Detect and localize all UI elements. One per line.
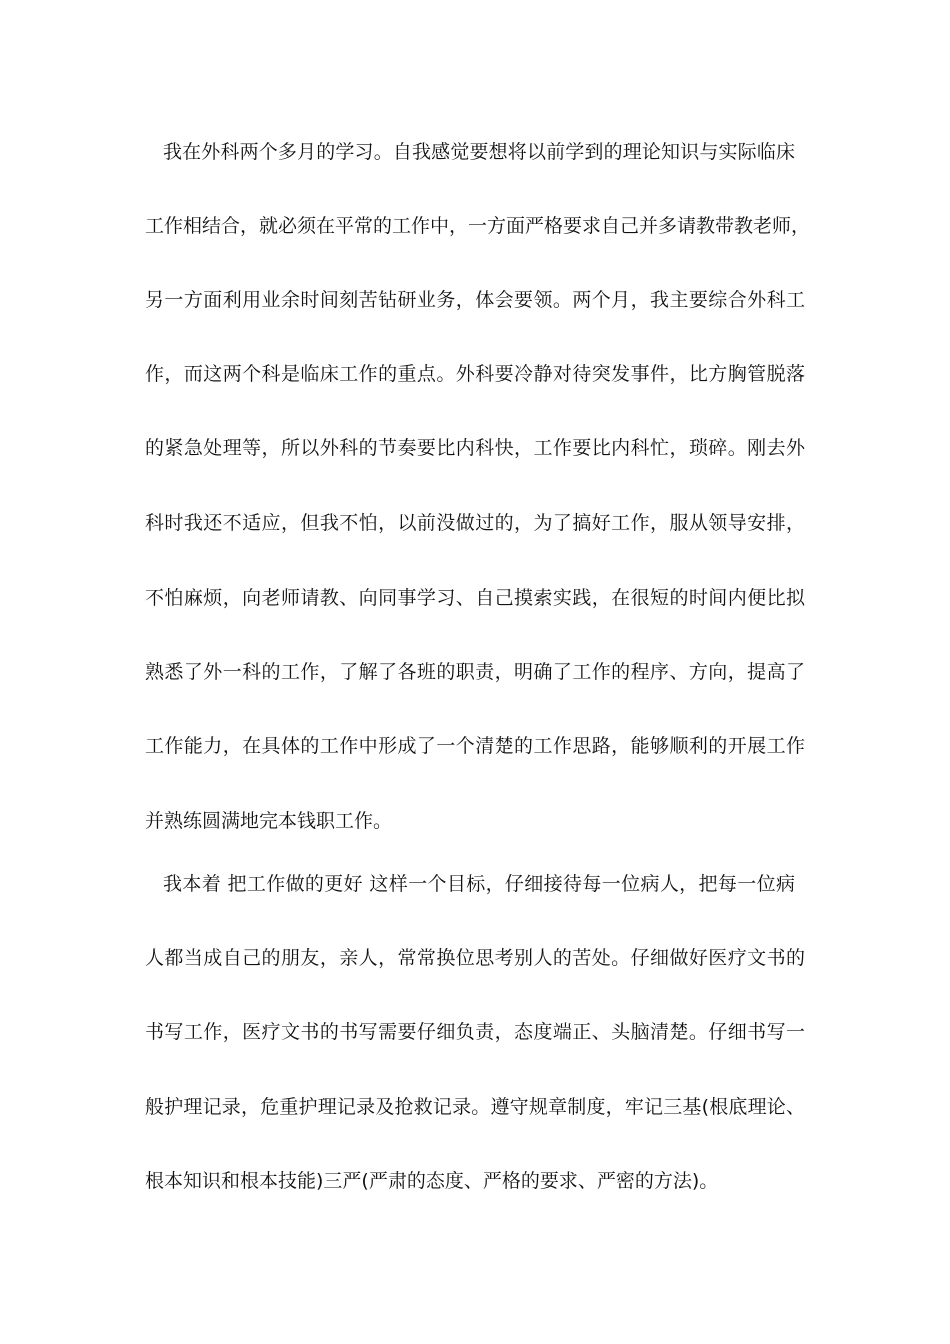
paragraph-1-line-5: 的紧急处理等，所以外科的节奏要比内科快，工作要比内科忙，琐碎。刚去外 [145, 437, 805, 459]
paragraph-1-line-2: 工作相结合，就必须在平常的工作中，一方面严格要求自己并多请教带教老师， [145, 215, 811, 237]
paragraph-1-line-3: 另一方面利用业余时间刻苦钻研业务，体会要领。两个月，我主要综合外科工 [145, 289, 805, 311]
paragraph-1-line-9: 工作能力，在具体的工作中形成了一个清楚的工作思路，能够顺利的开展工作 [145, 735, 805, 757]
paragraph-1-line-1: 我在外科两个多月的学习。自我感觉要想将以前学到的理论知识与实际临床 [163, 141, 795, 163]
paragraph-2-line-2: 人都当成自己的朋友，亲人，常常换位思考别人的苦处。仔细做好医疗文书的 [145, 947, 805, 969]
paragraph-1-line-4: 作，而这两个科是临床工作的重点。外科要冷静对待突发事件，比方胸管脱落 [145, 363, 805, 385]
paragraph-2-line-4: 般护理记录，危重护理记录及抢救记录。遵守规章制度，牢记三基(根底理论、 [145, 1096, 805, 1118]
paragraph-2-line-3: 书写工作，医疗文书的书写需要仔细负责，态度端正、头脑清楚。仔细书写一 [145, 1021, 805, 1043]
paragraph-1-line-10: 并熟练圆满地完本钱职工作。 [145, 810, 393, 832]
paragraph-1-line-8: 熟悉了外一科的工作，了解了各班的职责，明确了工作的程序、方向，提高了 [145, 661, 805, 683]
paragraph-2-line-5: 根本知识和根本技能)三严(严肃的态度、严格的要求、严密的方法)。 [145, 1170, 719, 1192]
paragraph-2-line-1: 我本着 把工作做的更好 这样一个目标，仔细接待每一位病人，把每一位病 [163, 873, 795, 895]
paragraph-1-line-6: 科时我还不适应，但我不怕，以前没做过的，为了搞好工作，服从领导安排， [145, 512, 805, 534]
paragraph-1-line-7: 不怕麻烦，向老师请教、向同事学习、自己摸索实践，在很短的时间内便比拟 [145, 587, 805, 609]
